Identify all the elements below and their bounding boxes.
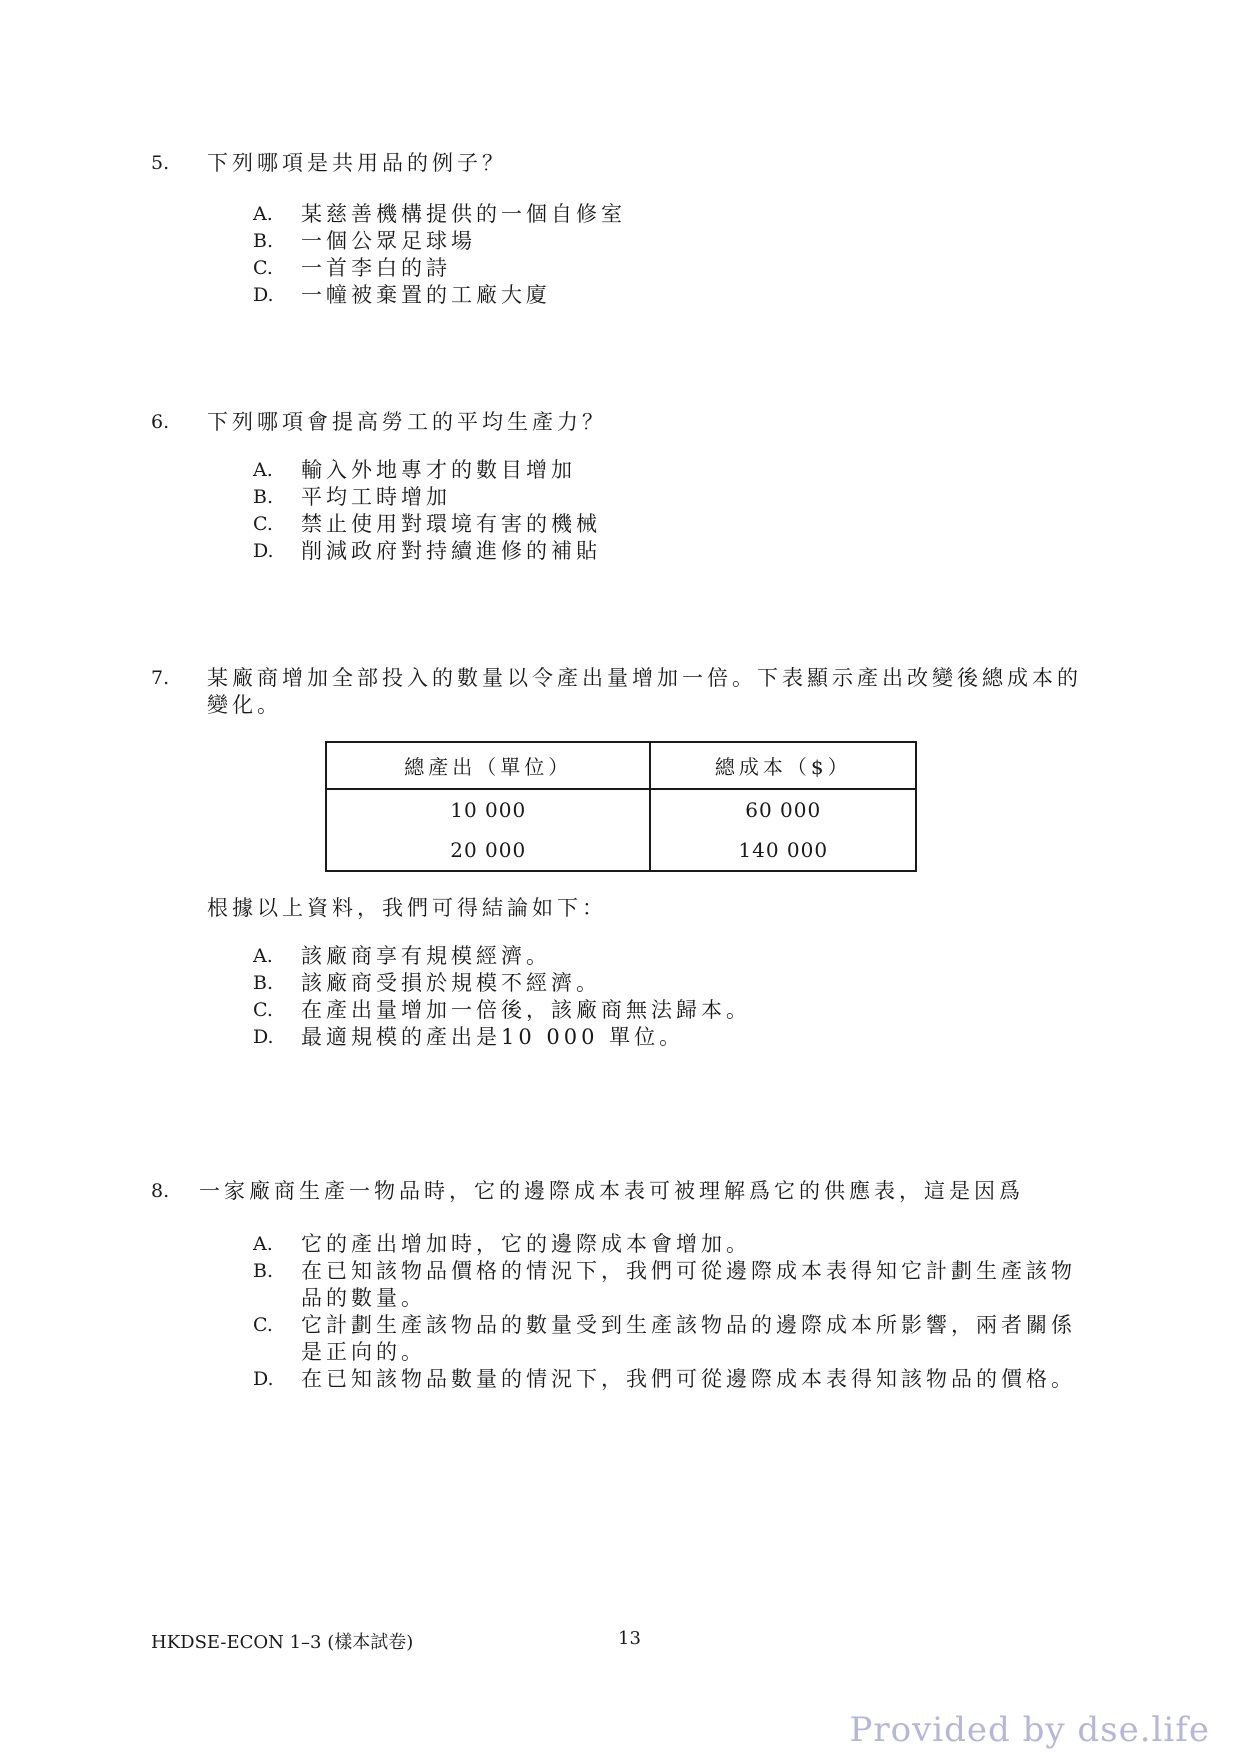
option-c: C. 它計劃生產該物品的數量受到生產該物品的邊際成本所影響，兩者關係是正向的。 xyxy=(253,1313,1076,1364)
question-number: 6. xyxy=(151,411,170,433)
question-text: 一家廠商生產一物品時，它的邊際成本表可被理解爲它的供應表，這是因爲 xyxy=(199,1179,1024,1203)
conclusion-text: 根據以上資料，我們可得結論如下： xyxy=(207,896,607,920)
option-d: D. 削減政府對持續進修的補貼 xyxy=(253,539,601,563)
table-cell: 10 000 xyxy=(326,789,650,830)
paper-code: HKDSE-ECON 1–3 (樣本試卷) xyxy=(151,1632,414,1653)
option-b: B. 該廠商受損於規模不經濟。 xyxy=(253,971,601,995)
question-text: 下列哪項會提高勞工的平均生產力？ xyxy=(207,410,607,434)
table-cell: 20 000 xyxy=(326,830,650,871)
option-a: A. 該廠商享有規模經濟。 xyxy=(253,944,551,968)
table-header-output: 總產出（單位） xyxy=(326,742,650,789)
option-d: D. 在已知該物品數量的情況下，我們可從邊際成本表得知該物品的價格。 xyxy=(253,1367,1076,1391)
question-text: 下列哪項是共用品的例子？ xyxy=(207,151,507,175)
watermark-text: Provided by dse.life xyxy=(849,1710,1210,1750)
table-cell: 140 000 xyxy=(650,830,916,871)
question-number: 7. xyxy=(151,667,170,689)
option-b: B. 在已知該物品價格的情況下，我們可從邊際成本表得知它計劃生產該物品的數量。 xyxy=(253,1259,1076,1310)
option-a: A. 輸入外地專才的數目增加 xyxy=(253,458,576,482)
page-number: 13 xyxy=(618,1628,641,1649)
table-row xyxy=(326,789,916,830)
option-c: C. 禁止使用對環境有害的機械 xyxy=(253,512,601,536)
table-header-cost: 總成本（$） xyxy=(650,742,916,789)
option-b: B. 平均工時增加 xyxy=(253,485,451,509)
option-a: A. 某慈善機構提供的一個自修室 xyxy=(253,202,626,226)
option-d: D. 最適規模的產出是10 000 單位。 xyxy=(253,1025,685,1049)
option-c: C. 一首李白的詩 xyxy=(253,256,451,280)
option-a: A. 它的產出增加時，它的邊際成本會增加。 xyxy=(253,1232,751,1256)
option-b: B. 一個公眾足球場 xyxy=(253,229,476,253)
option-d: D. 一幢被棄置的工廠大廈 xyxy=(253,283,551,307)
table-row xyxy=(326,830,916,871)
cost-table xyxy=(325,741,917,872)
option-c: C. 在產出量增加一倍後，該廠商無法歸本。 xyxy=(253,998,751,1022)
table-cell: 60 000 xyxy=(650,789,916,830)
question-text: 某廠商增加全部投入的數量以令產出量增加一倍。下表顯示產出改變後總成本的變化。 xyxy=(207,666,1082,717)
question-number: 5. xyxy=(151,152,170,174)
question-number: 8. xyxy=(151,1180,170,1202)
